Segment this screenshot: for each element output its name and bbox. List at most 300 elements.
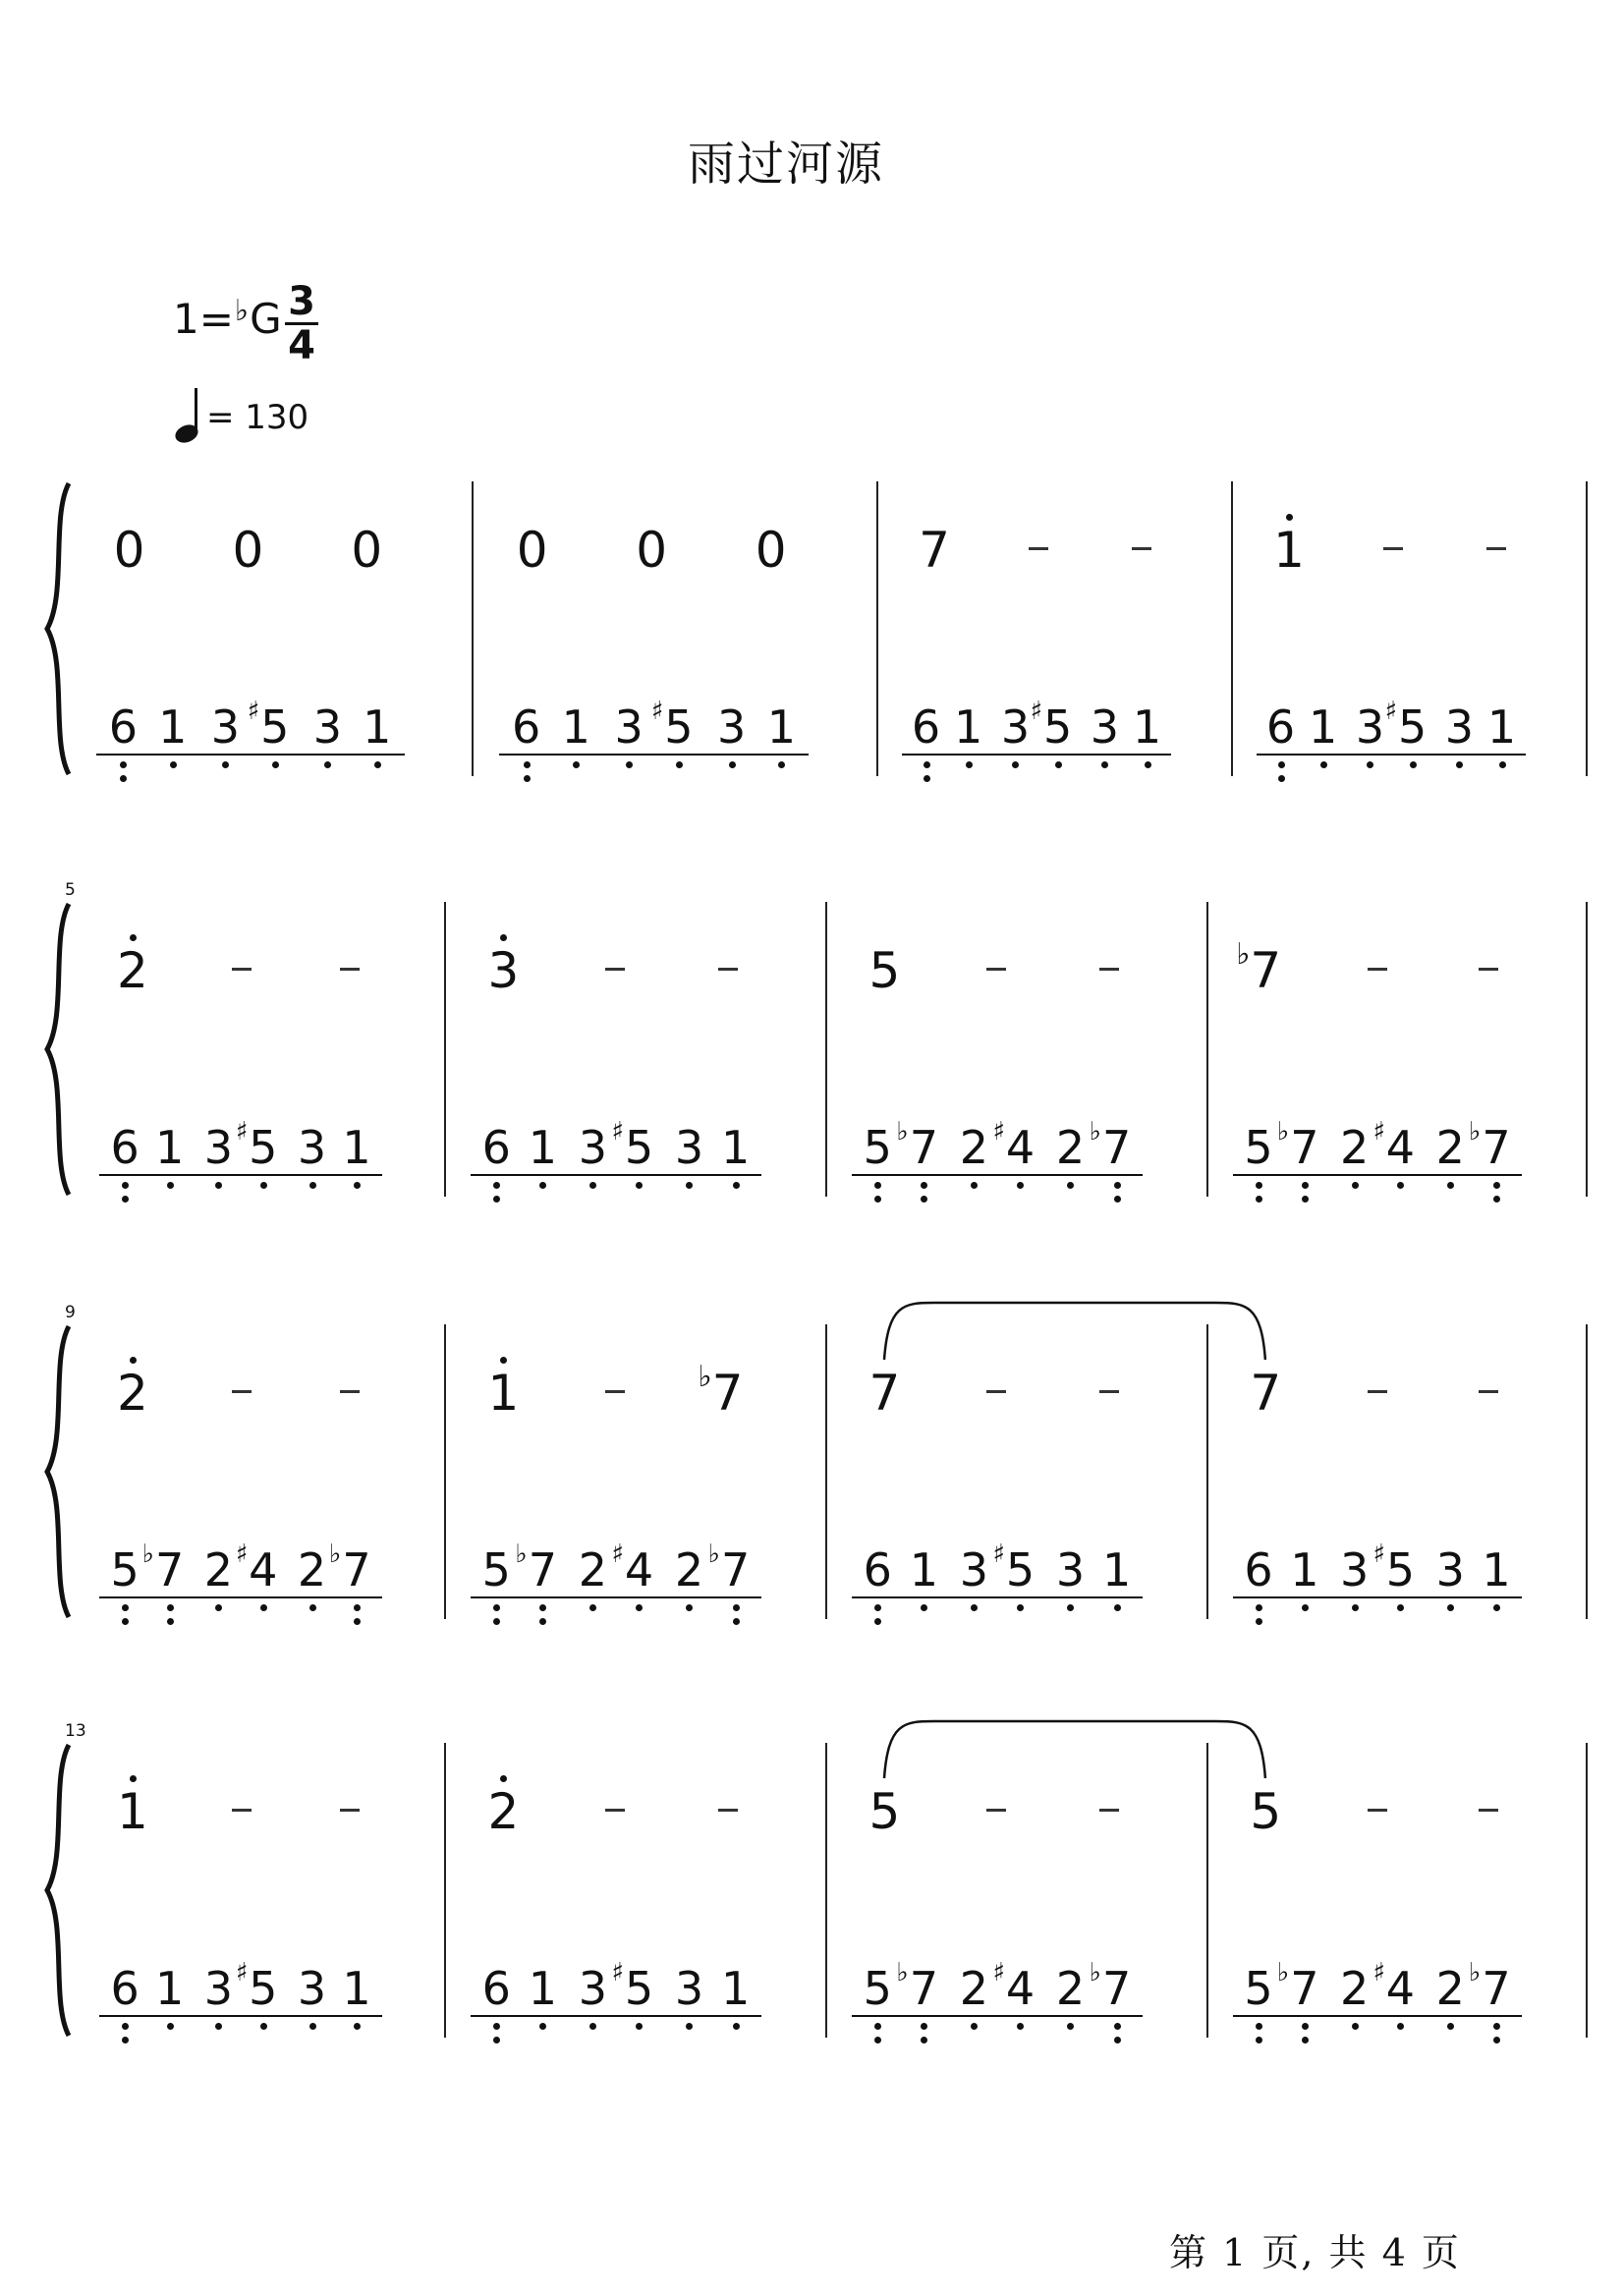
sustain-dash xyxy=(1368,1390,1387,1393)
octave-dot-low xyxy=(874,1618,881,1625)
melody-note: 2 xyxy=(116,1365,148,1422)
octave-dot-low xyxy=(733,1604,740,1611)
bass-note: 3 xyxy=(1444,700,1475,754)
beat-dot xyxy=(1447,1182,1454,1189)
beat-dot xyxy=(309,1604,316,1611)
eighth-beam xyxy=(193,1596,288,1598)
barline xyxy=(825,902,827,1197)
beat-dot xyxy=(1447,2023,1454,2030)
eighth-beam xyxy=(1257,754,1348,756)
octave-dot-low xyxy=(921,2037,927,2043)
bass-note: 1 xyxy=(1290,1543,1319,1596)
bass-note: 1 xyxy=(909,1543,938,1596)
sustain-dash xyxy=(340,968,360,971)
eighth-beam xyxy=(99,1174,195,1176)
key-prefix: 1= xyxy=(173,295,234,343)
beat-dot xyxy=(309,2023,316,2030)
sustain-dash xyxy=(1368,968,1387,971)
bass-note: 7 xyxy=(1482,1962,1511,2015)
bass-note: 5 xyxy=(110,1543,140,1596)
octave-dot-low xyxy=(493,2023,500,2030)
octave-dot-low xyxy=(354,1618,361,1625)
eighth-beam xyxy=(471,1174,569,1176)
sharp-accidental: ♯ xyxy=(992,1539,1006,1569)
eighth-beam xyxy=(1044,2015,1143,2017)
barline xyxy=(1206,1324,1208,1619)
octave-dot-low xyxy=(1302,2037,1309,2043)
beat-dot xyxy=(1397,2023,1404,2030)
octave-dot-low xyxy=(493,1618,500,1625)
bass-note: 7 xyxy=(1101,1962,1132,2015)
melody-note: 7 xyxy=(1250,1365,1282,1422)
octave-dot-low xyxy=(874,2023,881,2030)
bass-note: 1 xyxy=(1309,700,1338,754)
sustain-dash xyxy=(986,1809,1006,1812)
sharp-accidental: ♯ xyxy=(650,697,664,726)
barline xyxy=(1206,1743,1208,2038)
sharp-accidental: ♯ xyxy=(247,697,260,726)
beat-dot xyxy=(1101,761,1108,768)
melody-note: 5 xyxy=(868,942,901,999)
bass-note: 3 xyxy=(297,1121,327,1174)
beat-dot xyxy=(1352,1604,1359,1611)
bass-note: 3 xyxy=(297,1962,327,2015)
flat-accidental: ♭ xyxy=(1276,1958,1290,1987)
beat-dot xyxy=(272,761,279,768)
melody-note: 5 xyxy=(868,1783,901,1840)
beat-dot xyxy=(573,761,580,768)
melody-note: 1 xyxy=(116,1783,148,1840)
barline xyxy=(1206,902,1208,1197)
beat-dot xyxy=(626,761,633,768)
octave-dot-low xyxy=(1114,1196,1121,1203)
beat-dot xyxy=(215,2023,222,2030)
melody-note: 7 xyxy=(868,1365,901,1422)
octave-dot-high xyxy=(500,1775,507,1782)
quarter-note-icon xyxy=(173,388,206,447)
time-numerator: 3 xyxy=(288,279,315,324)
octave-dot-low xyxy=(1114,1182,1121,1189)
eighth-beam xyxy=(287,1596,382,1598)
beat-dot xyxy=(636,1182,643,1189)
key-signature xyxy=(173,295,282,343)
eighth-beam xyxy=(601,754,706,756)
bass-note: 3 xyxy=(210,700,241,754)
beat-dot xyxy=(1397,1604,1404,1611)
sustain-dash xyxy=(1479,1390,1498,1393)
flat-accidental: ♭ xyxy=(1469,1117,1482,1147)
beat-dot xyxy=(729,761,736,768)
octave-dot-low xyxy=(167,1618,174,1625)
beat-dot xyxy=(1320,761,1327,768)
bass-note: 5 xyxy=(624,1962,654,2015)
beat-dot xyxy=(676,761,683,768)
score-system xyxy=(0,481,1624,806)
beat-dot xyxy=(636,1604,643,1611)
bass-note: 1 xyxy=(766,700,796,754)
score-title: 雨过河源 xyxy=(687,137,884,192)
eighth-beam xyxy=(1346,754,1437,756)
octave-dot-low xyxy=(1302,2023,1309,2030)
barline xyxy=(1586,1324,1588,1619)
bass-note: 3 xyxy=(578,1962,607,2015)
bass-note: 4 xyxy=(249,1543,278,1596)
measure-number: 5 xyxy=(65,880,76,900)
beat-dot xyxy=(1367,761,1373,768)
sustain-dash xyxy=(232,968,252,971)
beat-dot xyxy=(733,2023,740,2030)
sharp-accidental: ♯ xyxy=(992,1117,1006,1147)
eighth-beam xyxy=(852,1596,950,1598)
bass-note: 3 xyxy=(1355,700,1385,754)
melody-note: 7 xyxy=(919,522,950,579)
beat-dot xyxy=(354,1182,361,1189)
flat-accidental: ♭ xyxy=(141,1539,154,1569)
melody-note: 1 xyxy=(1273,522,1305,579)
bass-note: 1 xyxy=(158,700,188,754)
bass-note: 7 xyxy=(1482,1121,1511,1174)
sustain-dash xyxy=(718,968,738,971)
beat-dot xyxy=(170,761,177,768)
sustain-dash xyxy=(1099,1809,1119,1812)
octave-dot-low xyxy=(122,2037,129,2043)
bass-note: 4 xyxy=(1385,1962,1416,2015)
beat-dot xyxy=(1447,1604,1454,1611)
eighth-beam xyxy=(663,2015,761,2017)
melody-note: 0 xyxy=(755,522,787,579)
system-brace xyxy=(43,1324,73,1619)
beat-dot xyxy=(1499,761,1506,768)
bass-note: 2 xyxy=(959,1962,988,2015)
flat-accidental: ♭ xyxy=(1276,1117,1290,1147)
bass-note: 1 xyxy=(1482,1543,1511,1596)
sustain-dash xyxy=(1479,968,1498,971)
beat-dot xyxy=(539,2023,546,2030)
sustain-dash xyxy=(986,1390,1006,1393)
barline xyxy=(1231,481,1233,776)
melody-note: 0 xyxy=(516,522,548,579)
sustain-dash xyxy=(1029,547,1048,550)
bass-note: 5 xyxy=(1244,1962,1273,2015)
sustain-dash xyxy=(1383,547,1403,550)
bass-note: 3 xyxy=(578,1121,607,1174)
eighth-beam xyxy=(287,2015,382,2017)
bass-note: 3 xyxy=(1090,700,1120,754)
octave-dot-low xyxy=(167,1604,174,1611)
bass-note: 4 xyxy=(1385,1121,1416,1174)
bass-note: 1 xyxy=(154,1121,185,1174)
eighth-beam xyxy=(471,1596,569,1598)
eighth-beam xyxy=(1328,2015,1427,2017)
beat-dot xyxy=(354,2023,361,2030)
sustain-dash xyxy=(605,1809,625,1812)
sustain-dash xyxy=(1132,547,1151,550)
eighth-beam xyxy=(1425,1596,1523,1598)
octave-dot-low xyxy=(924,761,930,768)
octave-dot-low xyxy=(524,761,531,768)
measure-number: 9 xyxy=(65,1303,76,1322)
bass-note: 5 xyxy=(481,1543,511,1596)
beat-dot xyxy=(778,761,785,768)
eighth-beam xyxy=(99,1596,195,1598)
eighth-beam xyxy=(663,1596,761,1598)
bass-note: 2 xyxy=(297,1543,327,1596)
barline xyxy=(825,1324,827,1619)
bass-note: 2 xyxy=(1435,1121,1465,1174)
eighth-beam xyxy=(1044,1174,1143,1176)
octave-dot-low xyxy=(493,1196,500,1203)
bass-note: 7 xyxy=(154,1543,185,1596)
barline xyxy=(1586,1743,1588,2038)
bass-note: 5 xyxy=(863,1962,892,2015)
eighth-beam xyxy=(567,2015,665,2017)
bass-note: 2 xyxy=(1055,1121,1086,1174)
octave-dot-low xyxy=(1256,1618,1262,1625)
bass-note: 3 xyxy=(203,1962,233,2015)
octave-dot-low xyxy=(924,775,930,782)
eighth-beam xyxy=(948,2015,1046,2017)
system-brace xyxy=(43,481,73,776)
beat-dot xyxy=(686,2023,693,2030)
bass-note: 5 xyxy=(863,1121,892,1174)
eighth-beam xyxy=(948,1596,1046,1598)
beat-dot xyxy=(374,761,381,768)
melody-note: 0 xyxy=(232,522,264,579)
octave-dot-high xyxy=(500,934,507,941)
bass-note: 1 xyxy=(1132,700,1162,754)
bass-note: 7 xyxy=(909,1121,938,1174)
eighth-beam xyxy=(948,1174,1046,1176)
eighth-beam xyxy=(1233,1174,1331,1176)
octave-dot-high xyxy=(130,1357,137,1364)
octave-dot-low xyxy=(733,1618,740,1625)
bass-note: 2 xyxy=(1055,1962,1086,2015)
octave-dot-high xyxy=(500,1357,507,1364)
sustain-dash xyxy=(1368,1809,1387,1812)
octave-dot-high xyxy=(130,1775,137,1782)
barline xyxy=(444,1743,446,2038)
beat-dot xyxy=(309,1182,316,1189)
flat-accidental: ♭ xyxy=(329,1539,342,1569)
bass-note: 6 xyxy=(511,700,541,754)
beat-dot xyxy=(324,761,331,768)
bass-note: 5 xyxy=(1005,1543,1036,1596)
eighth-beam xyxy=(198,754,303,756)
beat-dot xyxy=(971,2023,978,2030)
sustain-dash xyxy=(605,1390,625,1393)
beat-dot xyxy=(971,1182,978,1189)
eighth-beam xyxy=(1435,754,1527,756)
bass-note: 6 xyxy=(481,1962,511,2015)
flat-accidental: ♭ xyxy=(1089,1117,1101,1147)
bass-note: 3 xyxy=(1339,1543,1370,1596)
beat-dot xyxy=(1352,2023,1359,2030)
eighth-beam xyxy=(567,1174,665,1176)
beat-dot xyxy=(1067,1182,1074,1189)
bass-note: 3 xyxy=(1000,700,1031,754)
sharp-accidental: ♯ xyxy=(611,1958,625,1987)
octave-dot-low xyxy=(1302,1196,1309,1203)
beat-dot xyxy=(167,2023,174,2030)
bass-note: 5 xyxy=(1042,700,1073,754)
beat-dot xyxy=(1114,1604,1121,1611)
bass-note: 7 xyxy=(1290,1121,1319,1174)
sharp-accidental: ♯ xyxy=(1372,1539,1386,1569)
sustain-dash xyxy=(232,1390,252,1393)
octave-dot-low xyxy=(539,1604,546,1611)
bass-note: 5 xyxy=(664,700,694,754)
octave-dot-low xyxy=(122,1618,129,1625)
octave-dot-low xyxy=(493,2037,500,2043)
octave-dot-low xyxy=(1256,1196,1262,1203)
melody-note: 5 xyxy=(1250,1783,1282,1840)
flat-accidental: ♭ xyxy=(1089,1958,1101,1987)
bass-note: 6 xyxy=(863,1543,892,1596)
eighth-beam xyxy=(663,1174,761,1176)
eighth-beam xyxy=(287,1174,382,1176)
bass-note: 3 xyxy=(614,700,644,754)
octave-dot-low xyxy=(354,1604,361,1611)
octave-dot-low xyxy=(1493,2023,1500,2030)
bass-note: 7 xyxy=(342,1543,371,1596)
bass-note: 5 xyxy=(260,700,290,754)
flat-accidental: ♭ xyxy=(515,1539,528,1569)
bass-note: 1 xyxy=(1101,1543,1132,1596)
bass-note: 5 xyxy=(249,1962,278,2015)
tempo-value: = 130 xyxy=(206,398,309,437)
flat-accidental: ♭ xyxy=(698,1360,712,1394)
bass-note: 2 xyxy=(203,1543,233,1596)
bass-note: 4 xyxy=(1005,1962,1036,2015)
beat-dot xyxy=(215,1182,222,1189)
bass-note: 1 xyxy=(1486,700,1517,754)
beat-dot xyxy=(1456,761,1463,768)
bass-note: 7 xyxy=(720,1543,751,1596)
melody-note: 0 xyxy=(636,522,668,579)
eighth-beam xyxy=(1233,1596,1331,1598)
eighth-beam xyxy=(1425,2015,1523,2017)
bass-note: 3 xyxy=(959,1543,988,1596)
bass-note: 7 xyxy=(528,1543,557,1596)
melody-note: 3 xyxy=(487,942,520,999)
octave-dot-low xyxy=(1114,2023,1121,2030)
octave-dot-low xyxy=(122,2023,129,2030)
octave-dot-high xyxy=(130,934,137,941)
bass-note: 2 xyxy=(674,1543,704,1596)
octave-dot-low xyxy=(1493,1196,1500,1203)
flat-accidental: ♭ xyxy=(1469,1958,1482,1987)
barline xyxy=(1586,902,1588,1197)
time-signature xyxy=(285,281,318,366)
beat-dot xyxy=(686,1182,693,1189)
sustain-dash xyxy=(986,968,1006,971)
melody-note: 1 xyxy=(487,1365,520,1422)
beat-dot xyxy=(1017,1604,1024,1611)
bass-note: 6 xyxy=(108,700,139,754)
bass-note: 1 xyxy=(342,1962,371,2015)
melody-note: 2 xyxy=(116,942,148,999)
beat-dot xyxy=(539,1182,546,1189)
sustain-dash xyxy=(1479,1809,1498,1812)
bass-note: 6 xyxy=(481,1121,511,1174)
tempo-marking xyxy=(173,388,308,447)
beat-dot xyxy=(971,1604,978,1611)
barline xyxy=(876,481,878,776)
beat-dot xyxy=(686,1604,693,1611)
octave-dot-low xyxy=(1256,2037,1262,2043)
tie-slur xyxy=(874,1713,1275,1782)
octave-dot-low xyxy=(874,1604,881,1611)
bass-note: 5 xyxy=(1244,1121,1273,1174)
bass-note: 3 xyxy=(1055,1543,1086,1596)
bass-note: 6 xyxy=(110,1962,140,2015)
octave-dot-low xyxy=(874,2037,881,2043)
barline xyxy=(1586,481,1588,776)
beat-dot xyxy=(733,1182,740,1189)
beat-dot xyxy=(589,1182,596,1189)
eighth-beam xyxy=(1233,2015,1331,2017)
octave-dot-low xyxy=(122,1182,129,1189)
sustain-dash xyxy=(232,1809,252,1812)
beat-dot xyxy=(1352,1182,1359,1189)
system-brace xyxy=(43,1743,73,2038)
eighth-beam xyxy=(96,754,200,756)
beat-dot xyxy=(921,1604,927,1611)
beat-dot xyxy=(1017,2023,1024,2030)
bass-note: 2 xyxy=(1339,1121,1370,1174)
sustain-dash xyxy=(1099,1390,1119,1393)
beat-dot xyxy=(222,761,229,768)
sharp-accidental: ♯ xyxy=(611,1117,625,1147)
octave-dot-low xyxy=(921,1182,927,1189)
bass-note: 5 xyxy=(624,1121,654,1174)
flat-accidental: ♭ xyxy=(896,1958,909,1987)
bass-note: 1 xyxy=(720,1121,751,1174)
octave-dot-low xyxy=(1256,1604,1262,1611)
beat-dot xyxy=(589,2023,596,2030)
bass-note: 1 xyxy=(528,1121,557,1174)
octave-dot-low xyxy=(493,1182,500,1189)
beat-dot xyxy=(1012,761,1019,768)
bass-note: 7 xyxy=(1101,1121,1132,1174)
sustain-dash xyxy=(340,1809,360,1812)
beat-dot xyxy=(1302,1604,1309,1611)
beat-dot xyxy=(966,761,973,768)
bass-note: 3 xyxy=(674,1121,704,1174)
eighth-beam xyxy=(704,754,810,756)
octave-dot-low xyxy=(921,2023,927,2030)
flat-accidental: ♭ xyxy=(707,1539,720,1569)
bass-note: 3 xyxy=(717,700,747,754)
eighth-beam xyxy=(99,2015,195,2017)
bass-note: 6 xyxy=(1265,700,1296,754)
eighth-beam xyxy=(1328,1174,1427,1176)
octave-dot-low xyxy=(122,1604,129,1611)
octave-dot-low xyxy=(1256,1182,1262,1189)
barline xyxy=(444,1324,446,1619)
sharp-accidental: ♯ xyxy=(1030,697,1043,726)
sharp-accidental: ♯ xyxy=(1372,1958,1386,1987)
sharp-accidental: ♯ xyxy=(235,1117,249,1147)
bass-note: 1 xyxy=(154,1962,185,2015)
bass-note: 2 xyxy=(578,1543,607,1596)
bass-note: 4 xyxy=(624,1543,654,1596)
octave-dot-low xyxy=(1493,1182,1500,1189)
bass-note: 1 xyxy=(528,1962,557,2015)
sharp-accidental: ♯ xyxy=(1372,1117,1386,1147)
eighth-beam xyxy=(902,754,993,756)
eighth-beam xyxy=(1425,1174,1523,1176)
